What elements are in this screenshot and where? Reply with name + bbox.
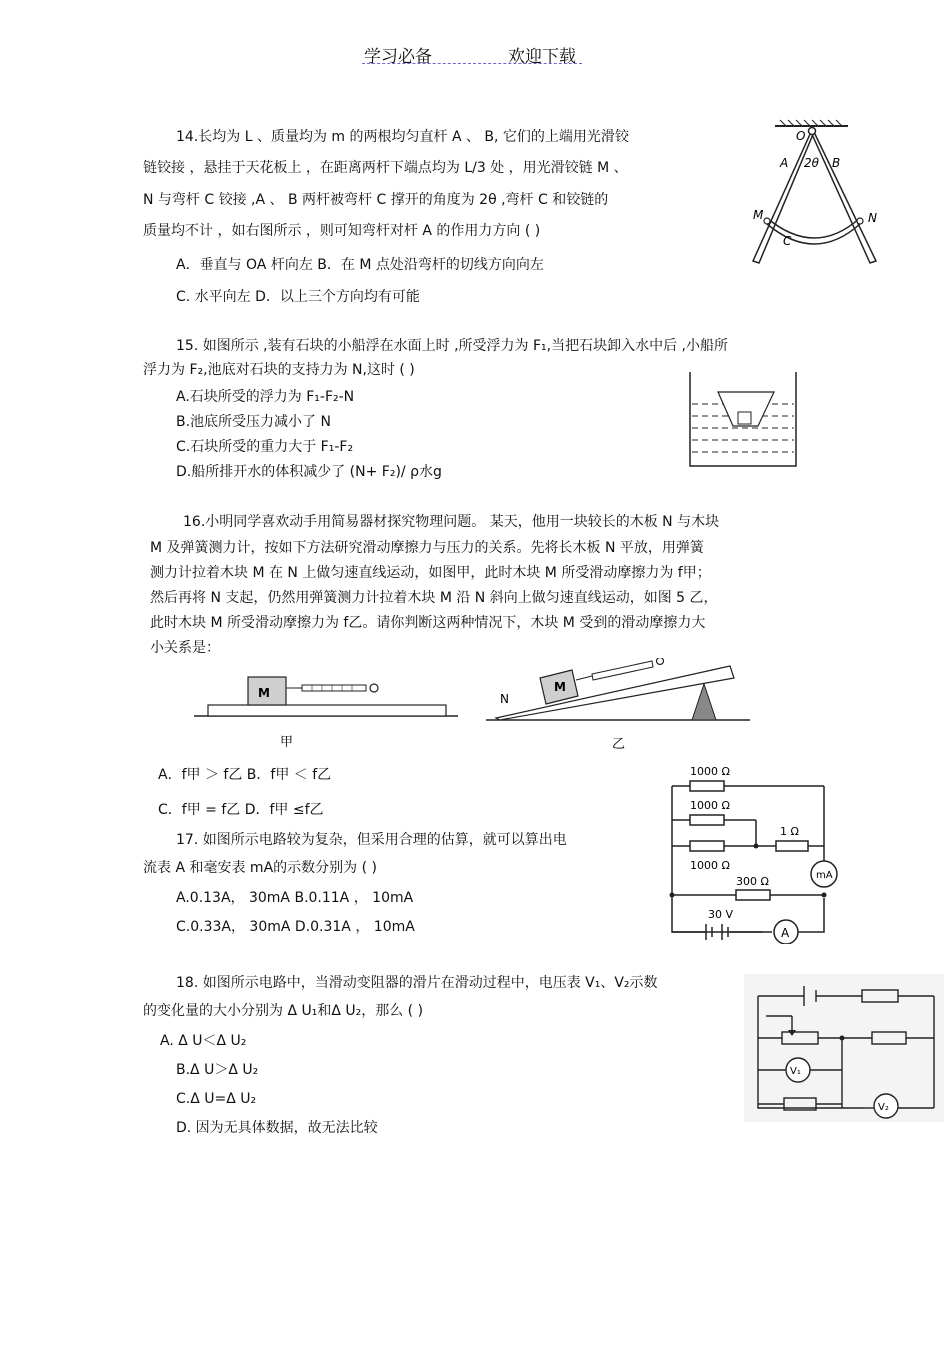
q17-r3-label: 1 Ω [780, 825, 799, 838]
q17-r4-label: 1000 Ω [690, 859, 730, 872]
q16-line-5: 此时木块 M 所受滑动摩擦力为 f乙。请你判断这两种情况下，木块 M 受到的滑动摩擦力大 [150, 615, 706, 631]
q18-line-2: 的变化量的大小分别为 Δ U₁和Δ U₂，那么 ( ) [143, 1003, 424, 1019]
q17-line-2: 流表 A 和毫安表 mA的示数分别为 ( ) [143, 860, 377, 876]
header-rule [362, 63, 582, 64]
q18-option-a: A. Δ U＜Δ U₂ [160, 1033, 247, 1049]
q16-option-cd: C．f甲 = f乙 D．f甲 ≤f乙 [158, 802, 324, 818]
header-right: 欢迎下载 [508, 47, 576, 67]
q14-line-4: 质量均不计 ，如右图所示 ，则可知弯杆对杆 A 的作用力方向 ( ) [143, 223, 541, 239]
q18-v1-label: V₁ [790, 1066, 801, 1077]
q17-r2-label: 1000 Ω [690, 799, 730, 812]
q16-line-6: 小关系是： [150, 640, 220, 656]
q14-line-3: N 与弯杆 C 铰接 ,A 、 B 两杆被弯杆 C 撑开的角度为 2θ ,弯杆 C 和铰链的 [143, 192, 609, 208]
q14-label-angle: 2θ [804, 156, 819, 170]
q15-option-a: A.石块所受的浮力为 F₁-F₂-N [176, 389, 355, 405]
q14-line-2: 链铰接 ，悬挂于天花板上 ，在距离两杆下端点均为 L/3 处 ，用光滑铰链 M 、 [143, 160, 628, 176]
q16-label-yi: 乙 [612, 737, 626, 752]
header-left: 学习必备 [364, 47, 432, 67]
q15-line-1: 15. 如图所示 ,装有石块的小船浮在水面上时 ,所受浮力为 F₁,当把石块卸入水中后 ,小船所 [176, 338, 728, 354]
q14-label-n: N [868, 211, 877, 225]
q16-flat-board-figure [194, 670, 462, 756]
q16-label-jia: 甲 [280, 735, 294, 750]
q16-board-n: N [500, 692, 509, 706]
q17-r1-label: 1000 Ω [690, 765, 730, 778]
q18-option-c: C.Δ U=Δ U₂ [176, 1091, 257, 1107]
q18-line-1: 18. 如图所示电路中，当滑动变阻器的滑片在滑动过程中，电压表 V₁、V₂示数 [176, 975, 658, 991]
q17-r5-label: 300 Ω [736, 875, 769, 888]
q15-boat-tank-figure [688, 370, 798, 468]
q16-line-3: 测力计拉着木块 M 在 N 上做匀速直线运动，如图甲，此时木块 M 所受滑动摩擦力为 f甲； [150, 565, 711, 581]
q17-line-1: 17. 如图所示电路较为复杂，但采用合理的估算，就可以算出电 [176, 832, 567, 848]
q15-option-c: C.石块所受的重力大于 F₁-F₂ [176, 439, 354, 455]
q15-option-b: B.池底所受压力减小了 N [176, 414, 331, 430]
q14-hinged-rods-figure [740, 118, 890, 268]
q16-inclined-board-figure [484, 658, 754, 758]
q14-label-a: A [780, 156, 789, 170]
q14-label-c: C [783, 234, 792, 248]
q17-battery-label: 30 V [708, 908, 734, 921]
q14-label-o: O [796, 129, 806, 143]
q17-ammeter-label: A [781, 926, 790, 940]
q17-option-cd: C.0.33A， 30mA D.0.31A ， 10mA [176, 919, 415, 935]
q16-line-2: M 及弹簧测力计，按如下方法研究滑动摩擦力与压力的关系。先将长木板 N 平放，用弹簧 [150, 540, 704, 556]
q14-option-ab: A．垂直与 OA 杆向左 B．在 M 点处沿弯杆的切线方向向左 [176, 257, 544, 273]
q14-label-m: M [753, 208, 764, 222]
q16-line-4: 然后再将 N 支起，仍然用弹簧测力计拉着木块 M 沿 N 斜向上做匀速直线运动，如图 5 乙， [150, 590, 718, 606]
q16-block-m1: M [258, 686, 270, 700]
q14-line-1: 14.长均为 L 、质量均为 m 的两根均匀直杆 A 、 B, 它们的上端用光滑铰 [176, 129, 629, 145]
q14-label-b: B [832, 156, 841, 170]
q18-option-b: B.Δ U＞Δ U₂ [176, 1062, 259, 1078]
q18-option-d: D. 因为无具体数据，故无法比较 [176, 1120, 378, 1136]
q15-option-d: D.船所排开水的体积减少了 (N+ F₂)/ ρ水g [176, 464, 442, 480]
q17-circuit-figure [664, 758, 848, 944]
q18-circuit-figure [744, 974, 944, 1122]
q16-option-ab: A．f甲 ＞ f乙 B．f甲 ＜ f乙 [158, 767, 332, 783]
q16-block-m2: M [554, 680, 566, 694]
q15-line-2: 浮力为 F₂,池底对石块的支持力为 N,这时 ( ) [143, 362, 415, 378]
q17-milliammeter-label: mA [816, 870, 833, 881]
q14-option-cd: C. 水平向左 D．以上三个方向均有可能 [176, 289, 420, 305]
q17-option-ab: A.0.13A， 30mA B.0.11A ， 10mA [176, 890, 414, 906]
q16-line-1: 16.小明同学喜欢动手用简易器材探究物理问题。 某天，他用一块较长的木板 N 与木块 [183, 514, 720, 530]
q18-v2-label: V₂ [878, 1102, 889, 1113]
